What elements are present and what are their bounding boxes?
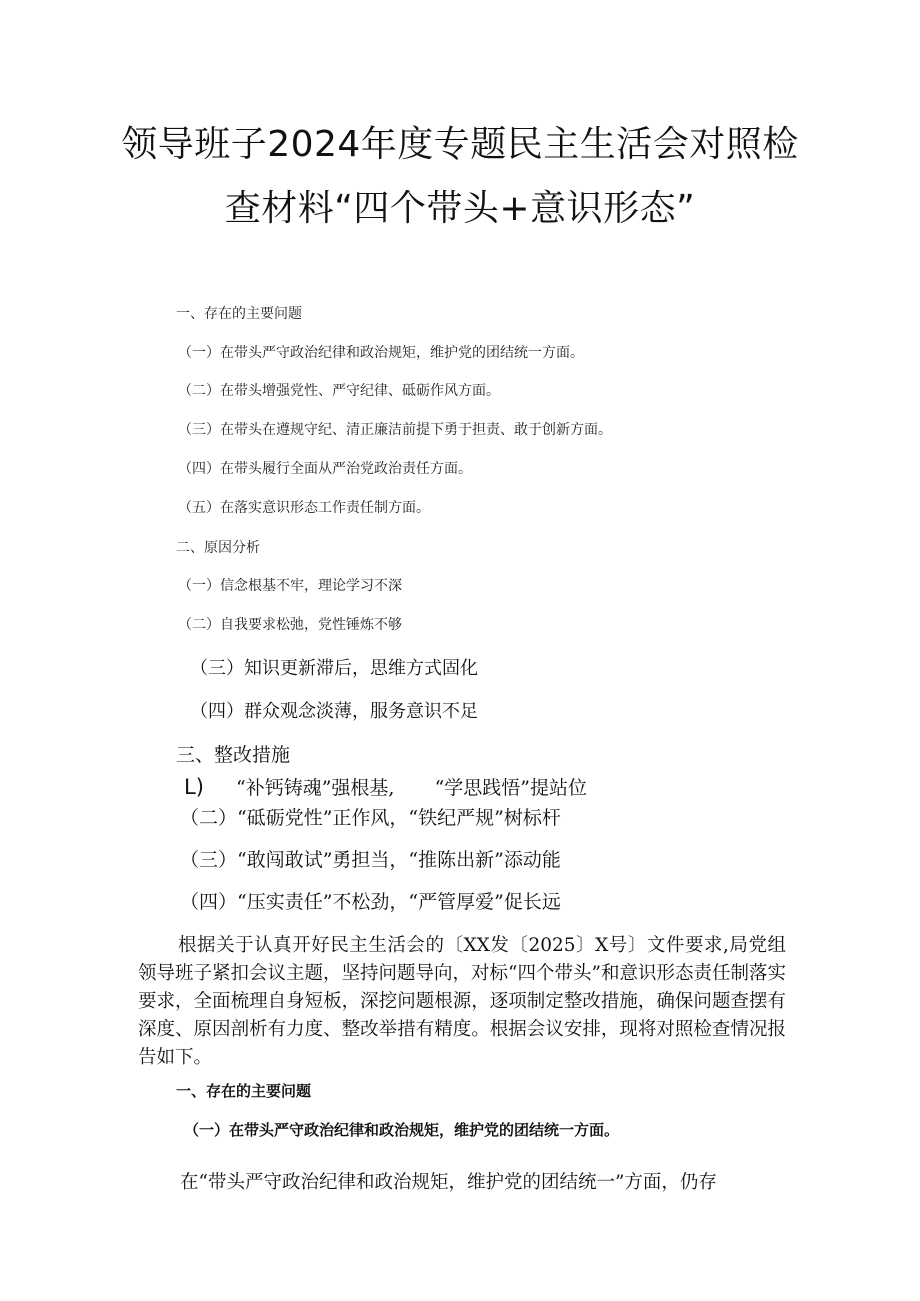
outline-item: （三）在带头在遵规守纪、清正廉洁前提下勇于担责、敢于创新方面。 [178, 422, 612, 438]
outline-item: （四）“压实责任”不松劲，“严管厚爱”促长远 [180, 891, 561, 913]
outline-item: （五）在落实意识形态工作责任制方面。 [178, 500, 430, 516]
measure-phrase: “学思践悟”提站位 [434, 777, 587, 799]
body-heading-problems: 一、存在的主要问题 [176, 1082, 312, 1100]
outline-heading-measures: 三、整改措施 [176, 744, 291, 766]
outline-item: （四）在带头履行全面从严治党政治责任方面。 [178, 461, 472, 477]
body-subheading: （一）在带头严守政治纪律和政治规矩，维护党的团结统一方面。 [184, 1121, 620, 1139]
outline-item-first-measure [184, 773, 587, 800]
outline-item: （二）“砥砺党性”正作风，“铁纪严规”树标杆 [180, 807, 561, 829]
outline-heading-problems: 一、存在的主要问题 [176, 306, 302, 322]
list-marker: L) [184, 775, 204, 799]
outline-item: （二）自我要求松弛，党性锤炼不够 [178, 617, 402, 633]
document-title-line-1: 领导班子2024年度专题民主生活会对照检 [121, 124, 799, 165]
outline-item: （三）知识更新滞后，思维方式固化 [190, 658, 478, 679]
outline-item: （一）在带头严守政治纪律和政治规矩，维护党的团结统一方面。 [178, 345, 584, 361]
outline-item: （一）信念根基不牢，理论学习不深 [178, 578, 402, 594]
document-title-line-2: 查材料“四个带头+意识形态” [224, 188, 696, 229]
outline-item: （三）“敢闯敢试”勇担当，“推陈出新”添动能 [180, 849, 561, 871]
outline-item: （四）群众观念淡薄，服务意识不足 [190, 701, 478, 722]
outline-heading-causes: 二、原因分析 [176, 540, 260, 556]
outline-item: （二）在带头增强党性、严守纪律、砥砺作风方面。 [178, 383, 500, 399]
intro-paragraph: 根据关于认真开好民主生活会的〔XX发〔2025〕X号〕文件要求,局党组领导班子紧扣会议主题，坚持问题导向，对标“四个带头”和意识形态责任制落实要求，全面梳理自身短板，深挖问题根源，逐项制定整改措施，确保问题查摆有深度、原因剖析有力度、整改举措有精度。根据会议安排，现将对照检查情况报告如下。 [138, 935, 786, 1068]
measure-phrase: “补钙铸魂”强根基, [236, 777, 395, 799]
body-paragraph-start: 在“带头严守政治纪律和政治规矩，维护党的团结统一”方面，仍存 [180, 1172, 717, 1193]
